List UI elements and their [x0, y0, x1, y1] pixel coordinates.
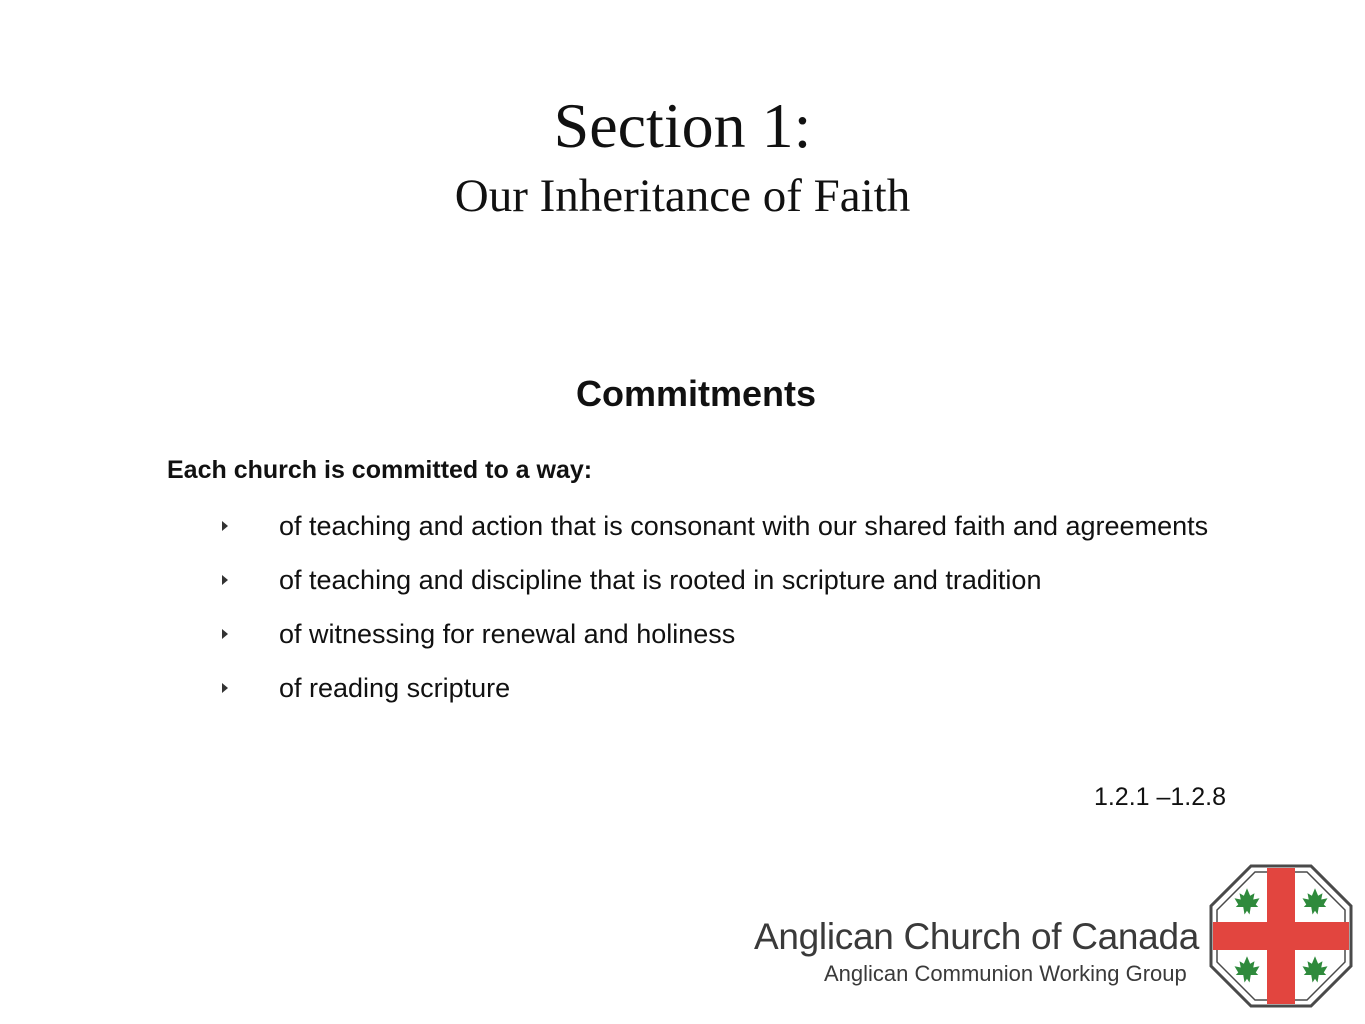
commitments-heading: Commitments — [575, 373, 817, 414]
triangle-bullet-icon — [222, 575, 228, 585]
intro-statement: Each church is committed to a way: — [167, 456, 593, 484]
section-subtitle: Our Inheritance of Faith — [454, 170, 911, 222]
logo-wordmark — [754, 916, 1199, 988]
triangle-bullet-icon — [222, 683, 228, 693]
list-item — [218, 670, 1218, 707]
list-item-text: of witnessing for renewal and holiness — [279, 619, 736, 649]
list-item — [218, 508, 1218, 545]
list-item — [218, 562, 1218, 599]
commitments-list — [218, 508, 1218, 724]
maple-cross-emblem-icon — [1208, 863, 1354, 1009]
list-item-text: of reading scripture — [279, 673, 511, 703]
list-item-text: of teaching and discipline that is rooted in scripture and tradition — [279, 565, 1042, 595]
list-item-text: of teaching and action that is consonant with our shared faith and agreements — [279, 511, 1209, 541]
section-reference: 1.2.1 –1.2.8 — [1093, 783, 1226, 811]
logo-working-group: Anglican Communion Working Group — [824, 961, 1187, 986]
triangle-bullet-icon — [222, 629, 228, 639]
list-item — [218, 616, 1218, 653]
triangle-bullet-icon — [222, 521, 228, 531]
cross-horizontal — [1213, 922, 1349, 950]
section-title: Section 1: — [553, 90, 812, 161]
logo-organization-name: Anglican Church of Canada — [754, 916, 1200, 957]
